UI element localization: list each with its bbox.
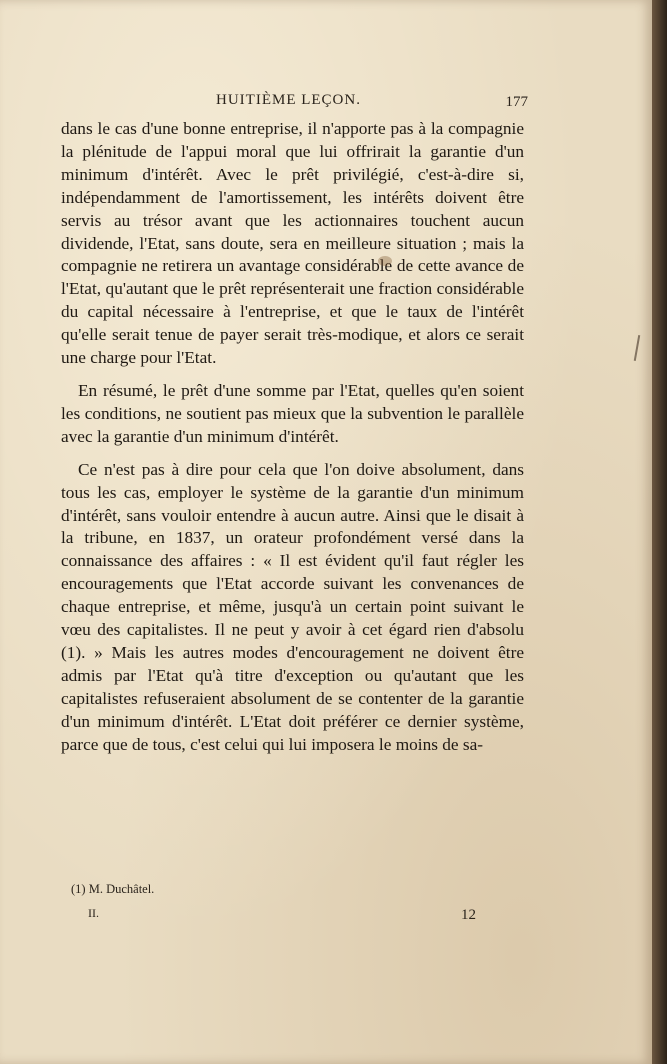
sheet-number: 12 [461,907,476,923]
body-text [61,118,524,756]
margin-mark [634,335,640,361]
paragraph: Ce n'est pas à dire pour cela que l'on doive absolument, dans tous les cas, employer le système de la garantie d'un minimum d'intérêt, sans vouloir entendre à aucun autre. Ainsi que le disait à la tribune, en 1837, un orateur profondément versé dans la connaissance des affaires : « Il est évident qu'il faut régler les encouragements que l'Etat accorde suivant les convenances de chaque entreprise, et même, jusqu'à un certain point suivant le vœu des capitalistes. Il ne peut y avoir à cet égard rien d'absolu (1). » Mais les autres modes d'encouragement ne doivent être admis par l'Etat qu'à titre d'exception ou qu'autant que les capitalistes refuseraient absolument de se contenter de la garantie d'un minimum d'intérêt. L'Etat doit préférer ce dernier système, parce que de tous, c'est celui qui lui imposera le moins de sa- [61,459,524,754]
signature-mark: II. [88,906,99,920]
ink-stain [378,256,392,266]
page-number: 177 [505,94,528,110]
footnote: (1) M. Duchâtel. [71,882,155,896]
page-header [60,92,528,114]
paragraph: dans le cas d'une bonne entreprise, il n'apporte pas à la compagnie la plénitude de l'appui moral que lui offrirait la garantie d'un minimum d'intérêt. Avec le prêt privilégié, c'est-à-dire si, indépendamment de l'amortissement, les intérêts doivent être servis au trésor avant que les actionnaires touchent aucun dividende, l'Etat, sans doute, sera en meilleure situation ; mais la compagnie ne retirera un avantage considérable de cette avance de l'Etat, qu'autant que le prêt représenterait une fraction considérable du capital nécessaire à l'entreprise, et que le taux de l'intérêt qu'elle serait tenue de payer serait très-modique, et alors ce serait une charge pour l'Etat. [61,119,524,368]
running-title: HUITIÈME LEÇON. [216,92,361,108]
paragraph: En résumé, le prêt d'une somme par l'Etat, quelles qu'en soient les conditions, ne soutient pas mieux que la subvention le parallèle avec la garantie d'un minimum d'intérêt. [61,380,524,446]
page-edge-shadow [652,0,667,1064]
